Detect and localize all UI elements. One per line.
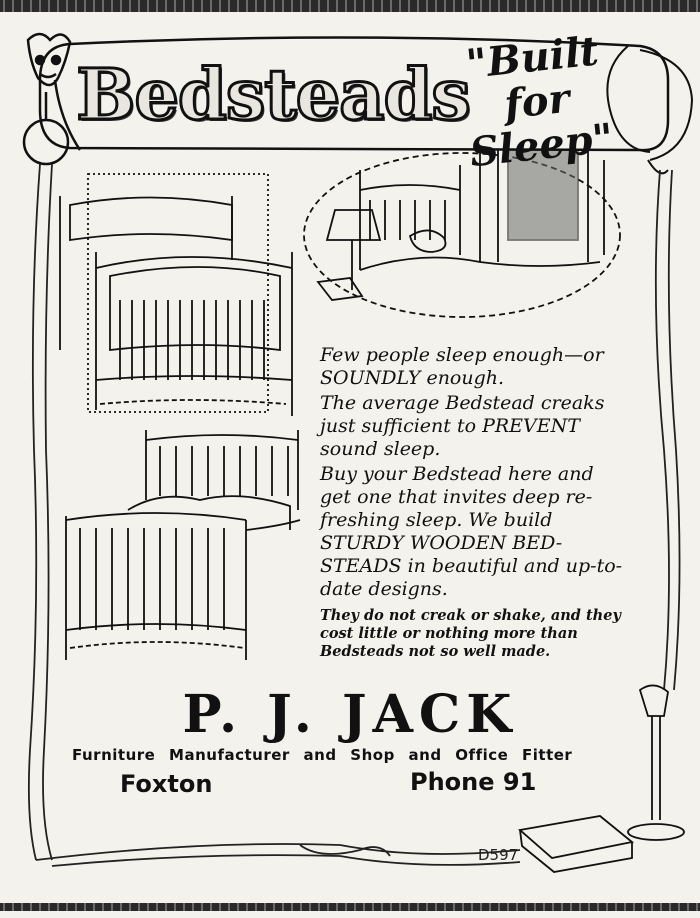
twin-bedsteads-drawing	[66, 430, 300, 660]
double-bedstead-drawing	[60, 174, 292, 416]
body-paragraph: Few people sleep enough—or SOUNDLY enough.	[320, 344, 604, 389]
body-paragraph: Buy your Bedstead here and get one that invites deep re-freshing sleep. We build STURDY WOODEN BED-STEADS in beautiful and up-to-date designs.	[320, 463, 623, 600]
firm-name: P. J. JACK	[182, 684, 518, 745]
trade-description: Furniture Manufacturer and Shop and Office Fitter	[72, 746, 573, 764]
ad-reference-code: D597	[478, 846, 519, 864]
frame-cords-left	[29, 164, 52, 860]
headline: Bedsteads	[76, 52, 470, 136]
town-name: Foxton	[120, 770, 213, 798]
body-copy	[320, 344, 625, 663]
phone-number: Phone 91	[410, 768, 537, 796]
small-print: They do not creak or shake, and they cost little or nothing more than Bedsteads not so well made.	[320, 607, 621, 660]
tagline-line-1: "Built for	[463, 27, 601, 129]
body-paragraph: The average Bedstead creaks just sufficient to PREVENT sound sleep.	[320, 392, 605, 460]
tagline	[446, 27, 629, 176]
frame-cord-bottom	[36, 844, 520, 866]
frame-cords-right	[656, 170, 680, 690]
bottom-border-rule	[0, 903, 700, 911]
tagline-line-2: Sleep"	[467, 114, 616, 177]
